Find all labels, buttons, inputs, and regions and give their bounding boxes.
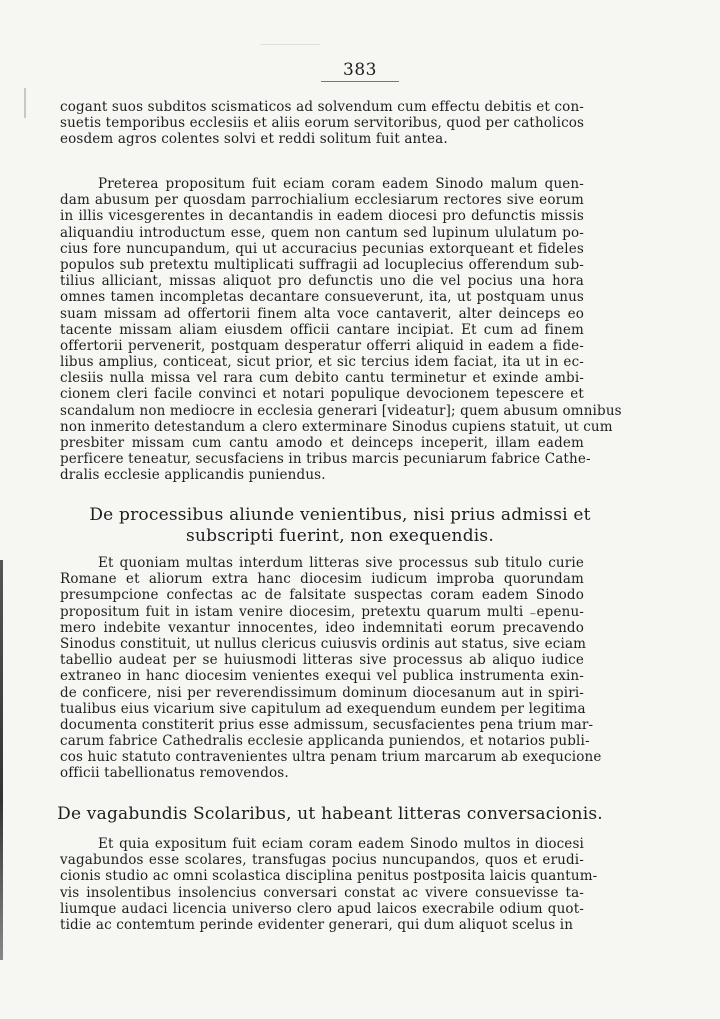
- paragraph-continued: [60, 99, 584, 148]
- paragraph_2-line: scandalum non mediocre in ecclesia generari [videatur]; quem abusum omnibus: [60, 402, 622, 419]
- paragraph_4-line: liumque audaci licencia universo clero apud laicos execrabile odium quot-: [60, 900, 584, 917]
- paragraph_3-line: Et quoniam multas interdum litteras sive processus sub titulo curie: [98, 555, 584, 571]
- paragraph_4-line: tidie ac contemtum perinde evidenter generari, qui dum aliquot scelus in: [60, 916, 574, 933]
- paragraph_3-line: documenta constiterit prius esse admissum, secusfacientes pena trium mar-: [60, 716, 594, 733]
- paragraph_3-line: carum fabrice Cathedralis ecclesie applicanda puniendos, et notarios publi-: [60, 733, 590, 750]
- scan-edge-mark: [0, 560, 3, 960]
- paragraph_3-line: Romane et aliorum extra hanc diocesim iudicum improba quorundam: [60, 571, 584, 588]
- paragraph_3-line: presumpcione confectas ac de falsitate suspectas coram eadem Sinodo: [60, 587, 584, 604]
- paragraph_3-line: propositum fuit in istam venire diocesim, pretextu quarum multi ₋epenu-: [60, 603, 584, 620]
- paragraph_2-line: omnes tamen incompletas decantare consueverunt, ita, ut postquam unus: [60, 289, 584, 306]
- paragraph_3-line: Sinodus constituit, ut nullus clericus cuiusvis ordinis aut status, sive eciam: [60, 635, 587, 652]
- paragraph_2-line: aliquandiu introductum esse, quem non cantum sed lupinum ululatum po-: [60, 224, 584, 241]
- paragraph_3-line: tualibus eius vicarium sive capitulum ad exequendum eundem per legitima: [60, 700, 586, 717]
- scan-speck: [24, 88, 26, 118]
- paragraph_1-line: eosdem agros colentes solvi et reddi solitum fuit antea.: [60, 131, 448, 148]
- paragraph_2-line: in illis vicesgerentes in decantandis in eadem diocesi pro defunctis missis: [60, 208, 584, 225]
- paragraph_2-line: clesiis nulla missa vel rara cum debito cantu terminetur et exinde ambi-: [60, 370, 584, 387]
- paragraph_2-line: tacente missam aliam eiusdem officii cantare incipiat. Et cum ad finem: [60, 321, 584, 338]
- paragraph_2-line: non inmerito detestandum a clero exterminare Sinodus cupiens statuit, ut cum: [60, 418, 613, 435]
- heading_1-line: subscripti fuerint, non exequendis.: [186, 526, 494, 546]
- paragraph_3-line: tabellio audeat per se huiusmodi litteras sive processus ab aliquo iudice: [60, 652, 584, 669]
- paragraph_2-line: Preterea propositum fuit eciam coram eadem Sinodo malum quen-: [98, 176, 584, 192]
- paragraph_4-line: Et quia expositum fuit eciam coram eadem Sinodo multos in diocesi: [98, 836, 584, 852]
- heading_2-line: De vagabundis Scolaribus, ut habeant litteras conversacionis.: [57, 804, 603, 824]
- paragraph_2-line: tilius alliciant, missas aliquot pro defunctis uno die vel pocius una hora: [60, 273, 584, 290]
- paragraph_3-line: de conficere, nisi per reverendissimum dominum diocesanum aut in spiri-: [60, 684, 584, 701]
- paragraph-preterea: [60, 176, 622, 484]
- paragraph_3-line: officii tabellionatus removendos.: [60, 765, 289, 782]
- section-heading-processibus: [60, 505, 620, 547]
- paragraph_2-line: populos sub pretextu multiplicati suffragii ad locuplecius offerendum sub-: [60, 256, 584, 273]
- paragraph_4-line: vagabundos esse scolares, transfugas pocius nuncupandos, quos et erudi-: [60, 852, 584, 869]
- paragraph_3-line: cos huic statuto contravenientes ultra penam trium marcarum ab exequcione: [60, 749, 602, 766]
- page-number: 383: [0, 60, 720, 80]
- paragraph_1-line: suetis temporibus ecclesiis et aliis eorum servitoribus, quod per catholicos: [60, 115, 585, 132]
- paragraph_2-line: suam missam ad offertorii finem alta voce cantaverit, alter deinceps eo: [60, 305, 584, 322]
- paragraph_3-line: extraneo in hanc diocesim venientes exequi vel publica instrumenta exin-: [60, 668, 584, 685]
- scan-speck: [260, 44, 320, 45]
- paragraph-quoniam: [60, 555, 602, 782]
- paragraph-quia: [60, 836, 598, 933]
- paragraph_2-line: offertorii pervenerit, postquam desperatur offerri aliquid in eadem a fide-: [60, 337, 584, 354]
- paragraph_2-line: dralis ecclesie applicandis puniendus.: [60, 467, 326, 484]
- paragraph_2-line: cius fore nuncupandum, qui ut accuracius pecunias extorqueant et fideles: [60, 240, 584, 257]
- paragraph_4-line: cionis studio ac omni scolastica disciplina penitus postposita laicis quantum-: [60, 868, 598, 885]
- paragraph_2-line: presbiter missam cum cantu amodo et deinceps inceperit, illam eadem: [60, 435, 584, 451]
- heading_1-line: De processibus aliunde venientibus, nisi prius admissi et: [89, 505, 591, 525]
- paragraph_2-line: dam abusum per quosdam parrochialium ecclesiarum rectores sive eorum: [60, 192, 584, 209]
- paragraph_2-line: cionem cleri facile convinci et notari populique devocionem tepescere et: [60, 386, 584, 403]
- paragraph_1-line: cogant suos subditos scismaticos ad solvendum cum effectu debitis et con-: [60, 99, 584, 115]
- paragraph_4-line: vis insolentibus insolencius conversari constat ac vivere consuevisse ta-: [60, 884, 584, 901]
- paragraph_3-line: mero indebite vexantur innocentes, ideo indemnitati eorum precavendo: [60, 619, 584, 636]
- paragraph_2-line: libus amplius, conticeat, sicut prior, et sic tercius idem faciat, ita ut in ec-: [60, 354, 584, 371]
- section-heading-vagabundis: [40, 804, 620, 825]
- paragraph_2-line: perficere teneatur, secusfaciens in tribus marcis pecuniarum fabrice Cathe-: [60, 451, 591, 468]
